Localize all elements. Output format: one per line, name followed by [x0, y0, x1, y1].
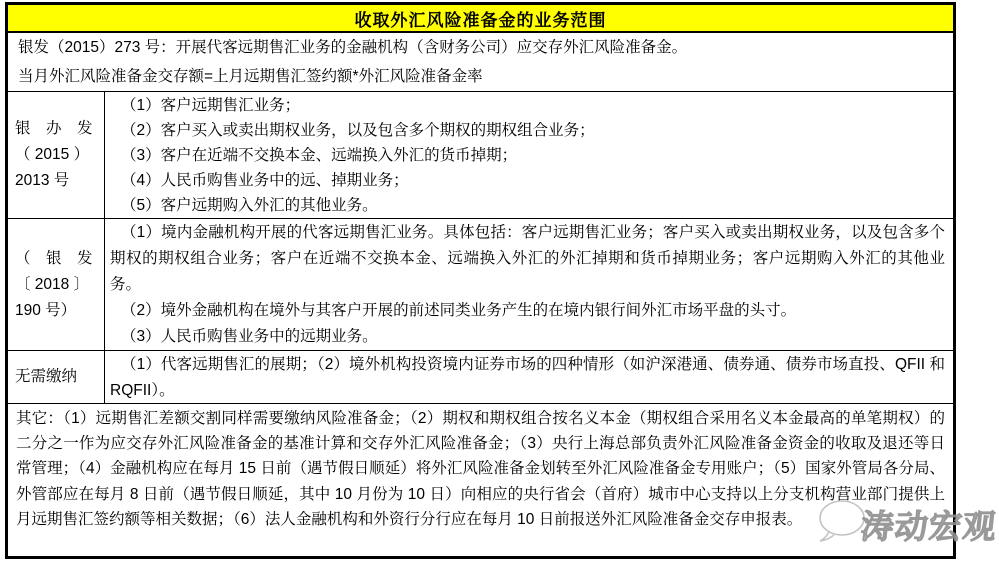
label-line: （ 银 发 [15, 249, 93, 267]
label-line: 无需缴纳 [15, 368, 78, 385]
watermark-text: 涛动宏观 [858, 507, 999, 545]
item-line: （5）客户远期购入外汇的其他业务。 [121, 197, 378, 214]
item-line: （2）客户买入或卖出期权业务，以及包含多个期权的期权组合业务； [121, 122, 595, 139]
intro-row [8, 31, 953, 91]
item-line: （1）代客远期售汇的展期；（2）境外机构投资境内证券市场的四种情形（如沪深港通、债券通、债券市场直投、QFII 和 RQFII）。 [110, 356, 945, 399]
row-yinfa-2018 [8, 218, 953, 350]
label-line: （ 2015 ） [15, 146, 90, 163]
item-line: （3）人民币购售业务中的远期业务。 [121, 328, 378, 345]
intro-cell [8, 33, 953, 91]
table-title-bar [8, 5, 953, 31]
item-line: （1）客户远期售汇业务； [121, 97, 301, 114]
table-title: 收取外汇风险准备金的业务范围 [354, 10, 607, 30]
row-content-yinfa2018 [105, 219, 953, 350]
row-label-yinbanfa [8, 92, 105, 218]
item-line: （4）人民币购售业务中的远、掉期业务； [121, 172, 409, 189]
item-line: （3）客户在近端不交换本金、远端换入外汇的货币掉期； [121, 147, 518, 164]
label-line: 2013 号 [15, 172, 70, 189]
row-content-yinbanfa [105, 92, 953, 218]
item-line: （1）境内金融机构开展的代客远期售汇业务。具体包括：客户远期售汇业务；客户买入或卖出期权业务，以及包含多个期权的期权组合业务；客户在近端不交换本金、远端换入外汇的外汇掉期和货币掉期业务；客户远期购入外汇的其他业务。 [110, 224, 945, 293]
row-other [8, 403, 953, 556]
other-cell: 其它：（1）远期售汇差额交割同样需要缴纳风险准备金；（2）期权和期权组合按名义本金（期权组合采用名义本金最高的单笔期权）的二分之一作为应交存外汇风险准备金的基准计算和交存外汇风险准备金；（3）央行上海总部负责外汇风险准备金资金的收取及退还等日常管理；（4）金融机构应在每月 15 日前（遇节假日顺延）将外汇风险准备金划转至外汇风险准备金专用账户；（5）国家外管局各分局、外管部应在每月 8 日前（遇节假日顺延，其中 10 月份为 10 日）向相应的央行省会（首府）城市中心支持以上分支机构营业部门提供上月远期售汇签约额等相关数据；（6）法人金融机构和外资行分行应在每月 10 日前报送外汇风险准备金交存申报表。 [16, 410, 945, 528]
row-exempt [8, 350, 953, 403]
business-scope-table [5, 2, 956, 559]
row-label-exempt [8, 351, 105, 403]
row-content-exempt [105, 351, 953, 403]
item-line: （2）境外金融机构在境外与其客户开展的前述同类业务产生的在境内银行间外汇市场平盘的头寸。 [121, 302, 797, 319]
row-label-yinfa2018 [8, 219, 105, 350]
label-line: 190 号） [15, 301, 77, 319]
label-line: 银 办 发 [15, 120, 93, 137]
label-line: 〔 2018 〕 [15, 275, 90, 293]
row-yinbanfa-2015 [8, 91, 953, 218]
intro-line-2: 当月外汇风险准备金交存额=上月远期售汇签约额*外汇风险准备金率 [18, 68, 483, 85]
intro-line-1: 银发（2015）273 号：开展代客远期售汇业务的金融机构（含财务公司）应交存外汇风险准备金。 [18, 39, 688, 56]
